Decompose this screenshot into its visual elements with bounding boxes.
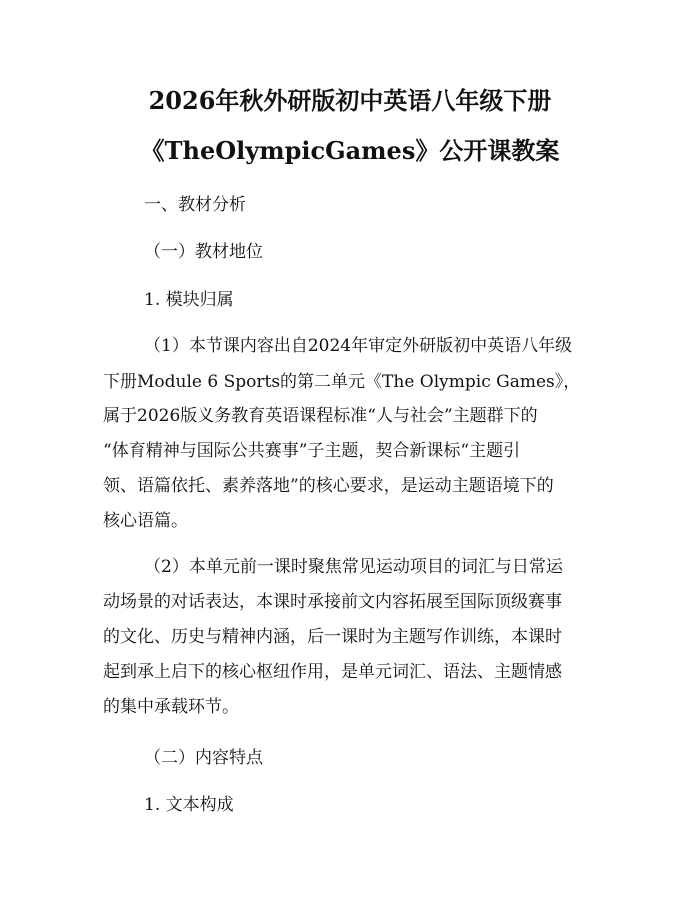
paragraph-2-line: 动场景的对话表达，本课时承接前文内容拓展至国际顶级赛事 — [103, 592, 562, 612]
paragraph-1-line: 下册Module 6 Sports的第二单元《The Olympic Games》， — [103, 372, 581, 392]
item-heading-text-composition: 1. 文本构成 — [144, 795, 234, 815]
paragraph-2-line: 起到承上启下的核心枢纽作用，是单元词汇、语法、主题情感 — [103, 662, 562, 682]
paragraph-1-line: “体育精神与国际公共赛事”子主题，契合新课标“主题引 — [103, 441, 521, 461]
subsection-heading-content-features: （二）内容特点 — [144, 748, 263, 768]
paragraph-1-line: 领、语篇依托、素养落地”的核心要求，是运动主题语境下的 — [103, 476, 554, 496]
document-title-line-1: 2026年秋外研版初中英语八年级下册 — [148, 86, 552, 115]
document-title-line-2: 《TheOlympicGames》公开课教案 — [140, 136, 560, 165]
subsection-heading-textbook-status: （一）教材地位 — [144, 242, 263, 262]
paragraph-1-line: （1）本节课内容出自2024年审定外研版初中英语八年级 — [144, 336, 573, 356]
section-heading-textbook-analysis: 一、教材分析 — [144, 195, 246, 215]
paragraph-1-line: 属于2026版义务教育英语课程标准“人与社会”主题群下的 — [103, 406, 538, 426]
paragraph-1-line: 核心语篇。 — [103, 511, 188, 531]
item-heading-module-belonging: 1. 模块归属 — [144, 290, 234, 310]
paragraph-2-line: 的集中承载环节。 — [103, 697, 239, 717]
paragraph-2-line: 的文化、历史与精神内涵，后一课时为主题写作训练，本课时 — [103, 627, 562, 647]
paragraph-2-line: （2）本单元前一课时聚焦常见运动项目的词汇与日常运 — [144, 557, 563, 577]
